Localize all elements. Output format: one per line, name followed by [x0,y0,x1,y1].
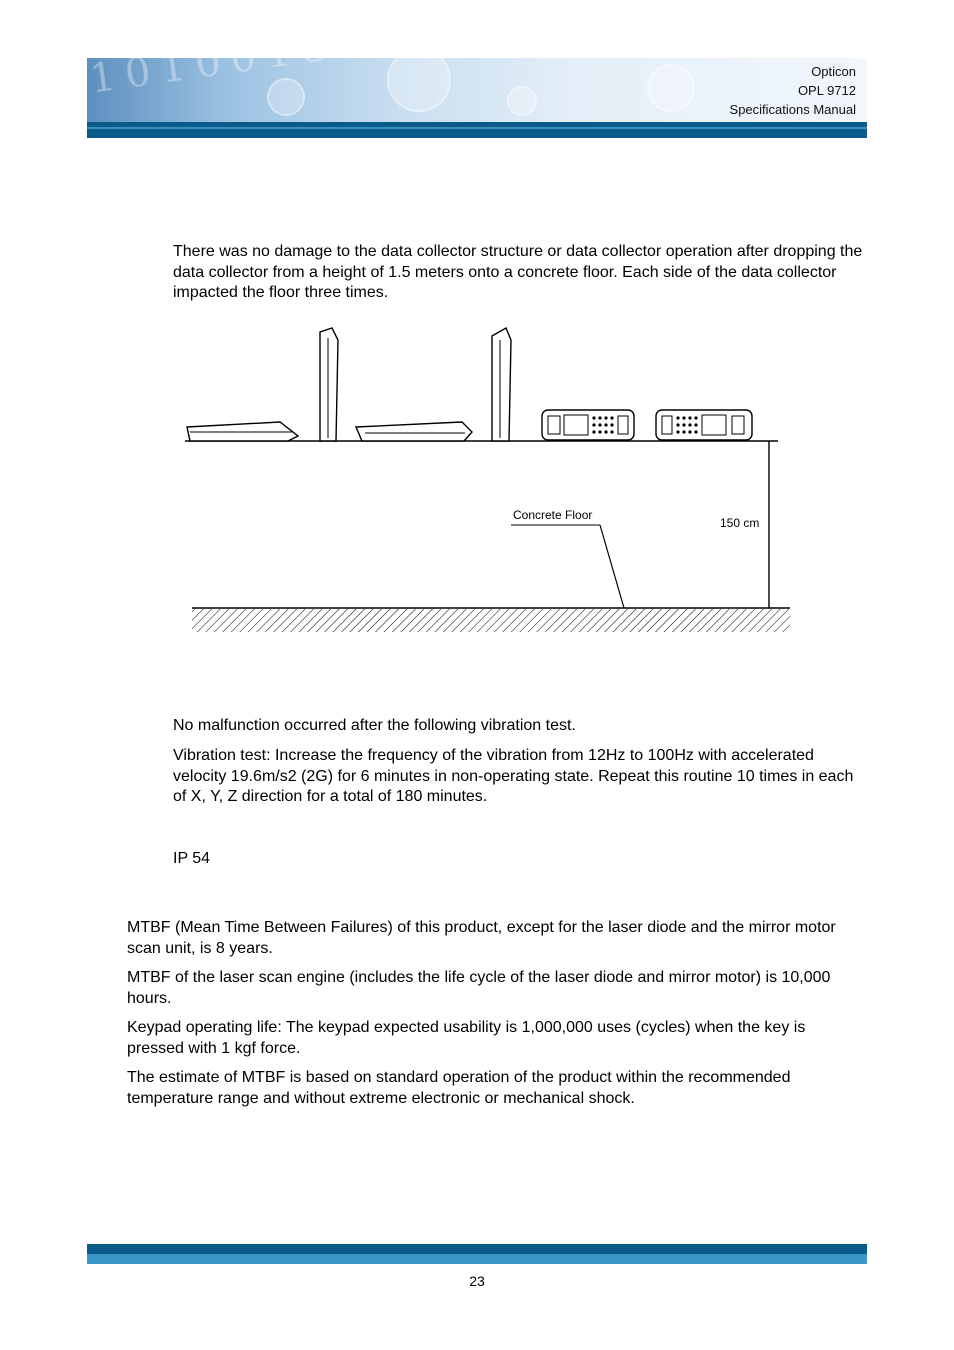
floor-hatching [192,609,790,632]
device-upright-2 [492,328,511,441]
protection-rating: IP 54 [173,850,211,867]
mtbf-estimate-note: The estimate of MTBF is based on standard operation of the product within the recommended temperature range and without extreme electronic or mechanical shock. [127,1069,791,1107]
floor-leader-line [600,525,624,608]
floor-label: Concrete Floor [513,508,593,522]
footer-bar [87,1244,867,1254]
page-number: 23 [469,1273,485,1289]
device-face-1 [542,410,634,440]
header-info [730,62,856,119]
vibration-intro: No malfunction occurred after the following vibration test. [173,717,576,734]
vibration-detail: Vibration test: Increase the frequency of the vibration from 12Hz to 100Hz with accelerated velocity 19.6m/s2 (2G) for 6 minutes in non-operating state. Repeat this routine 10 times in each of X, Y, Z direction for a total of 180 minutes. [173,747,854,805]
header-product: OPL 9712 [797,83,856,98]
keypad-life: Keypad operating life: The keypad expected usability is 1,000,000 uses (cycles) when the key is pressed with 1 kgf force. [127,1019,806,1057]
header-doc-title: Specifications Manual [729,102,856,117]
header-company: Opticon [811,64,856,79]
device-face-2 [656,410,752,440]
drop-test-text: There was no damage to the data collector structure or data collector operation after dropping the data collector from a height of 1.5 meters onto a concrete floor. Each side of the data collector impacted the floor three times. [173,243,863,301]
mtbf-laser-engine: MTBF of the laser scan engine (includes the life cycle of the laser diode and mirror motor) is 10,000 hours. [127,969,831,1007]
footer-bar-accent [87,1254,867,1264]
device-upright-1 [320,328,338,441]
device-flat-1 [187,422,298,441]
height-label: 150 cm [720,516,760,530]
header-decoration: 1010018101 [86,8,439,103]
header-bar [87,122,867,138]
mtbf-product: MTBF (Mean Time Between Failures) of this product, except for the laser diode and the mirror motor scan unit, is 8 years. [127,919,836,957]
drop-test-figure [180,318,800,638]
device-flat-2 [356,422,472,441]
